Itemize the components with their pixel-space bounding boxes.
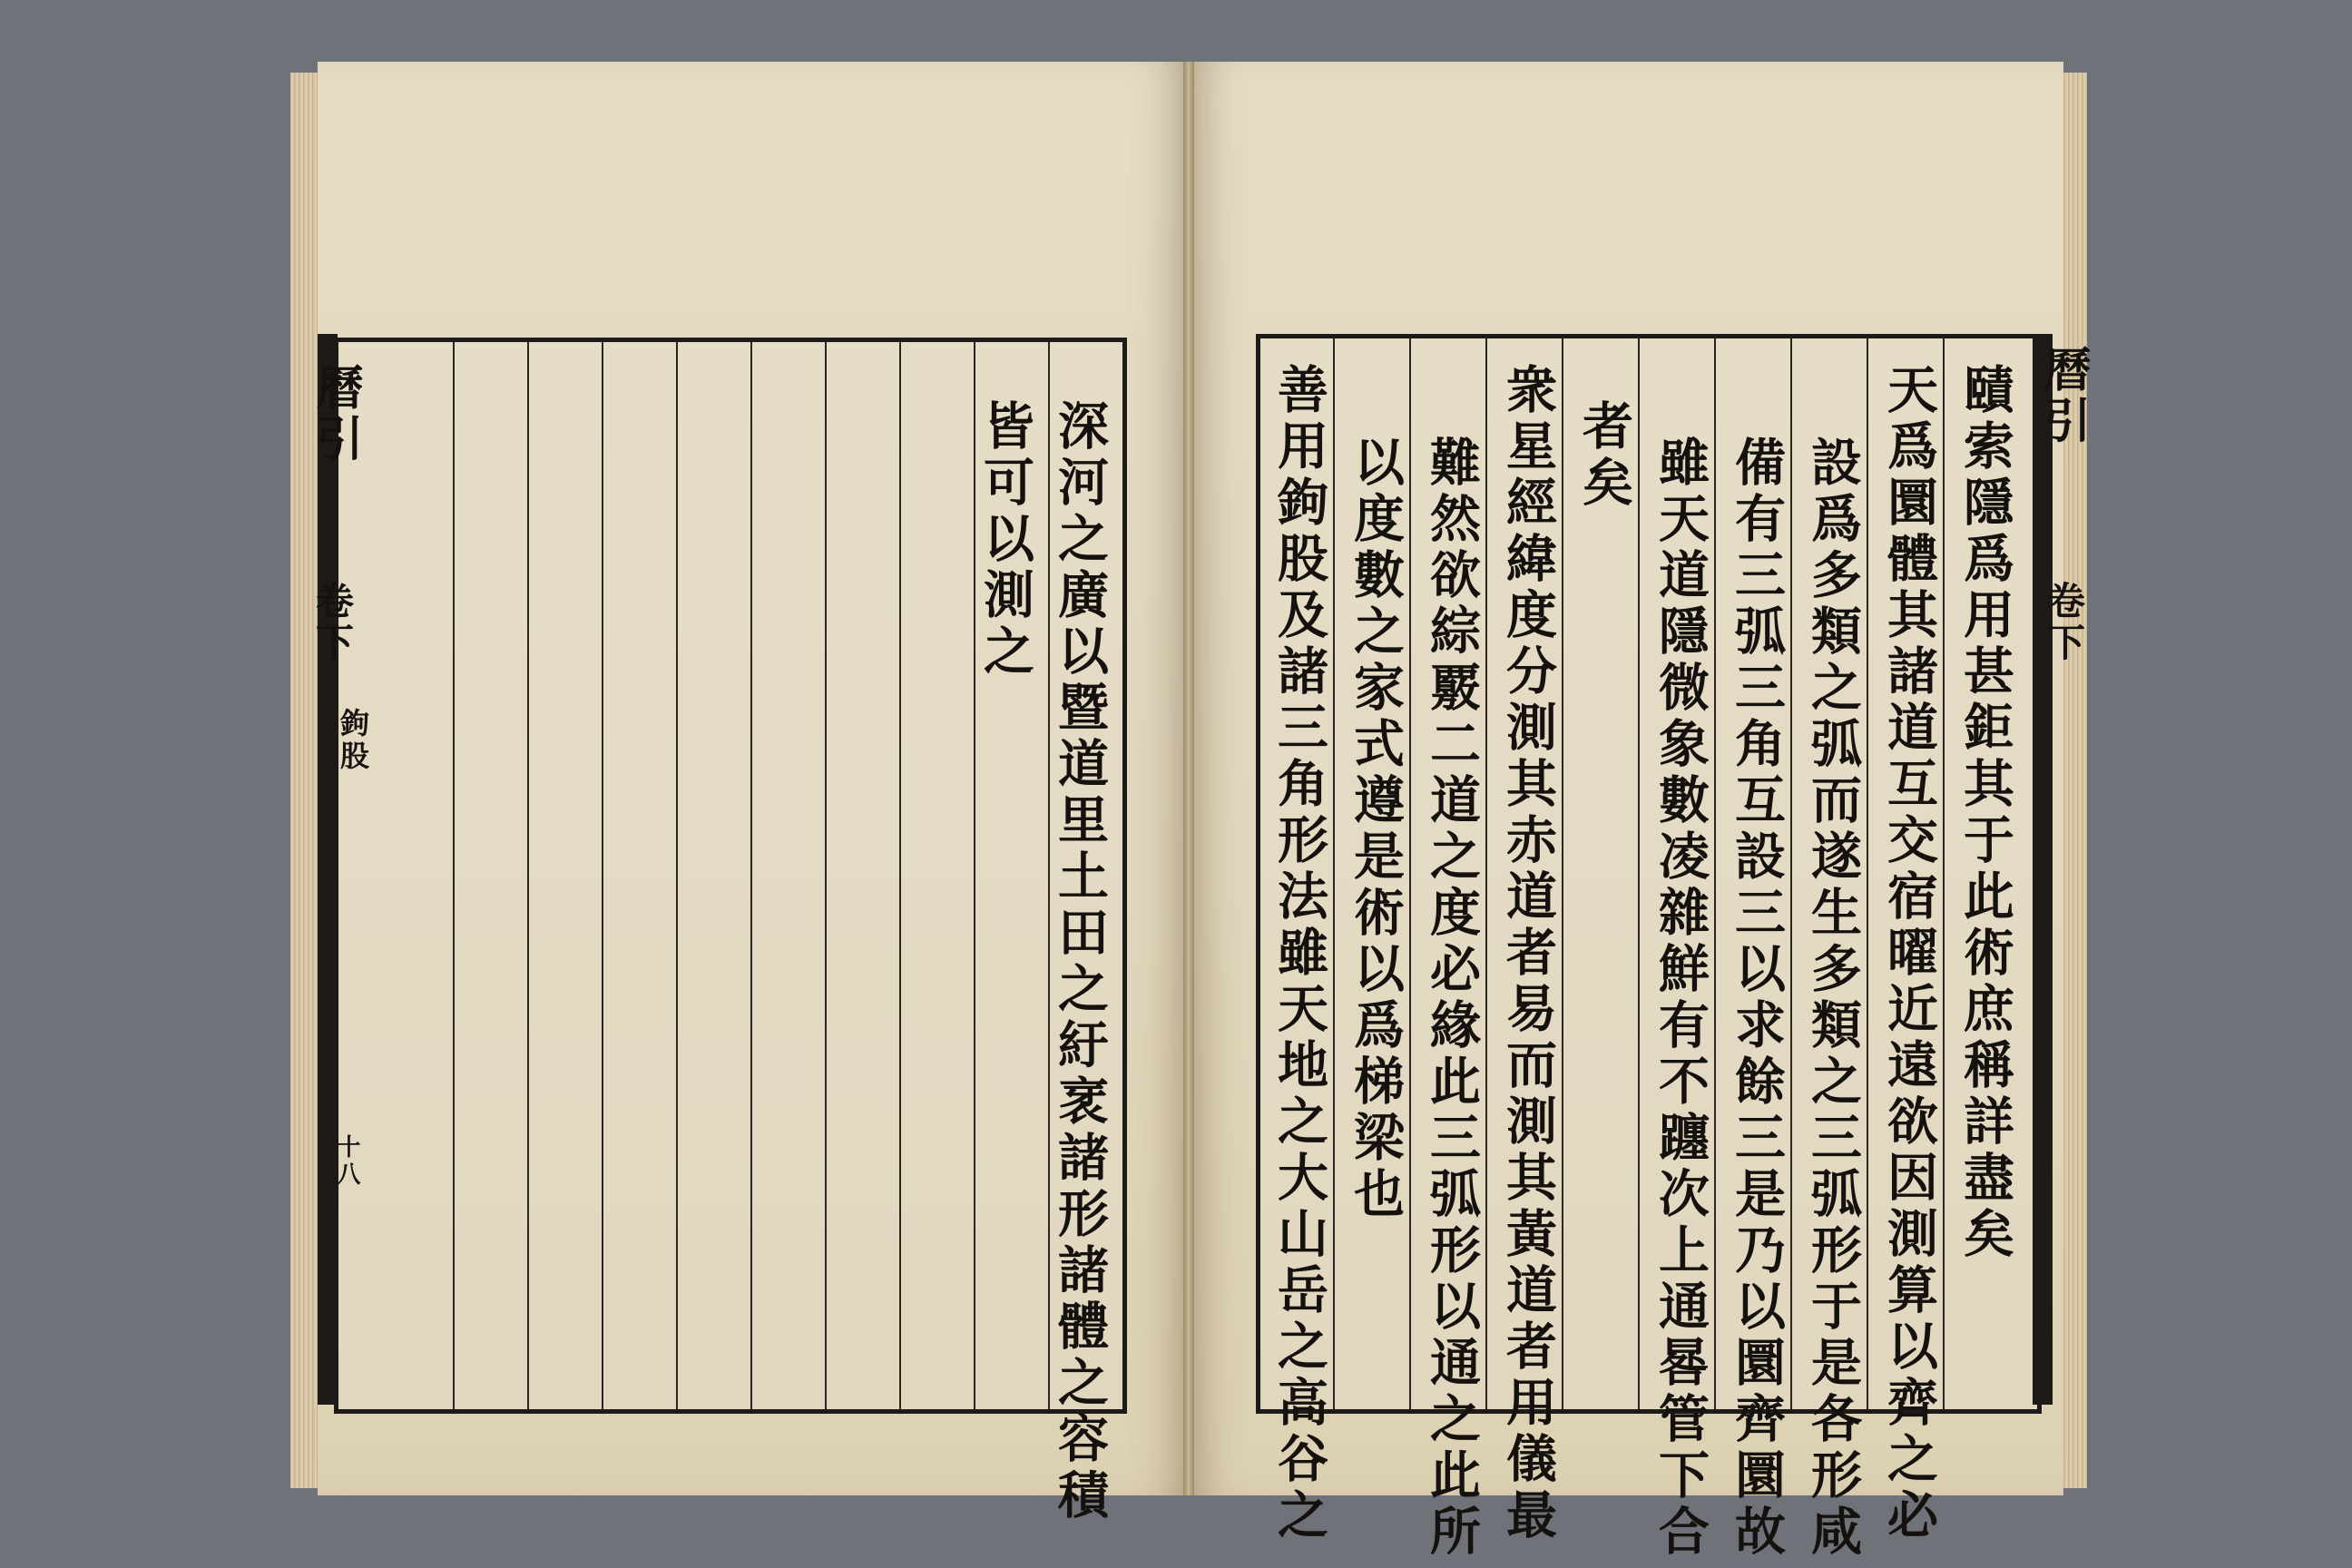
right-margin-title: 曆引 <box>2035 345 2091 446</box>
left-fold-border <box>318 334 338 1405</box>
right-margin-volume: 卷下 <box>2042 581 2086 664</box>
right-text-column-3: 設爲多類之弧而遂生多類之三弧形于是各形咸 <box>1803 436 1863 1561</box>
book-gutter <box>1183 62 1194 1495</box>
right-text-column-7: 衆星經緯度分測其赤道者易而測其黃道者用儀最 <box>1498 363 1558 1544</box>
left-text-column-1: 深河之廣以暨道里土田之紆衺諸形諸體之容積 <box>1050 399 1110 1524</box>
page-edges-left <box>290 73 321 1488</box>
page-edges-right <box>2060 73 2087 1488</box>
left-text-column-2: 皆可以測之 <box>975 399 1035 681</box>
right-text-column-2: 天爲圜體其諸道互交宿曜近遠欲因測算以齊之必 <box>1879 363 1939 1544</box>
right-text-column-1: 賾索隱爲用甚鉅其于此術庶稱詳盡矣 <box>1955 363 2015 1263</box>
left-margin-section: 鉤股 <box>336 708 370 773</box>
right-text-column-6: 者矣 <box>1574 399 1634 512</box>
right-fold-border <box>2033 334 2053 1405</box>
left-margin-title: 曆引 <box>308 363 363 465</box>
right-text-column-9: 以度數之家式遵是術以爲梯梁也 <box>1346 436 1406 1223</box>
left-page-number: 十八 <box>333 1134 360 1189</box>
right-text-column-10: 善用鉤股及諸三角形法雖天地之大山岳之高谷之 <box>1269 363 1329 1544</box>
left-margin-volume: 卷下 <box>310 581 355 664</box>
right-text-column-5: 雖天道隱微象數凌雜鮮有不躔次上通晷管下合 <box>1651 436 1710 1561</box>
right-text-column-4: 備有三弧三角互設三以求餘三是乃以圜齊圜故 <box>1727 436 1787 1561</box>
right-text-column-8: 難然欲綜覈二道之度必緣此三弧形以通之此所 <box>1422 436 1482 1561</box>
